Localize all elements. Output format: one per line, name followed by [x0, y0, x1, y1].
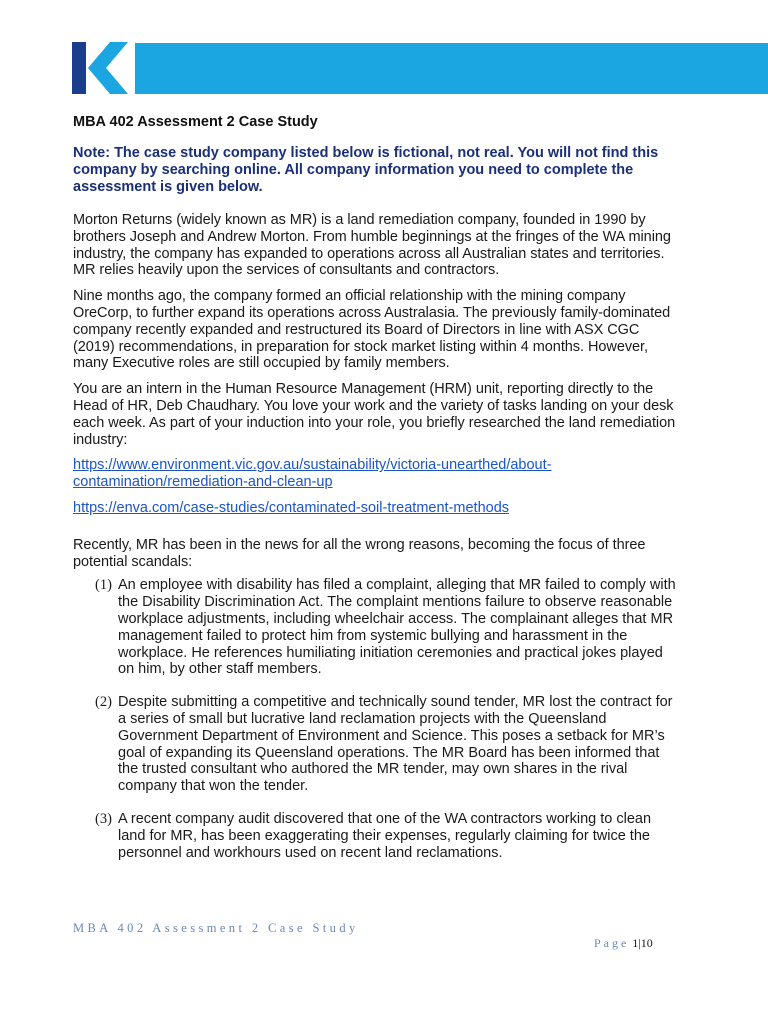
link-environment-vic[interactable]: https://www.environment.vic.gov.au/sustainability/victoria-unearthed/about-contamination/remediation-and-clean-up — [73, 457, 552, 491]
list-text: Despite submitting a competitive and technically sound tender, MR lost the contract for a series of small but lucrative land reclamation projects with the Queensland Government Department of Environment and Science. This poses a setback for MR’s goal of expanding its Queensland operations. The MR Board has been informed that the trusted consultant who authored the MR tender, may own shares in the rival company that won the tender. — [118, 694, 673, 795]
list-number: (2) — [95, 694, 112, 711]
page-current: 1 — [632, 936, 639, 950]
paragraph-orecorp: Nine months ago, the company formed an official relationship with the mining company OreCorp, to further expand its operations across Australasia. The previously family-dominated company recently expanded and restructured its Board of Directors in line with ASX CGC (2019) recommendations, in preparation for stock market listing within 4 months. However, many Executive roles are still occupied by family members. — [73, 288, 671, 372]
paragraph-scandals-intro: Recently, MR has been in the news for all the wrong reasons, becoming the focus of three potential scandals: — [73, 536, 646, 570]
document-body — [73, 114, 681, 877]
list-item — [73, 694, 681, 795]
fictional-note: Note: The case study company listed below is fictional, not real. You will not find this company by searching online. All company information you need to complete the assessment is given below. — [73, 145, 659, 195]
paragraph-company-intro: Morton Returns (widely known as MR) is a land remediation company, founded in 1990 by brothers Joseph and Andrew Morton. From humble beginnings at the fringes of the WA mining industry, the company has expanded to operations across all Australian states and territories. MR relies heavily upon the services of consultants and contractors. — [73, 212, 671, 279]
paragraph-intern-role: You are an intern in the Human Resource Management (HRM) unit, reporting directly to the Head of HR, Deb Chaudhary. You love your work and the variety of tasks landing on your desk each week. As part of your induction into your role, you briefly researched the land remediation industry: — [73, 381, 676, 448]
footer-document-title: MBA 402 Assessment 2 Case Study — [73, 921, 359, 935]
page-separator: | — [638, 936, 641, 950]
document-title: MBA 402 Assessment 2 Case Study — [73, 114, 318, 130]
list-number: (1) — [95, 577, 112, 594]
page-label: Page — [594, 936, 630, 950]
list-item — [73, 811, 681, 861]
list-item — [73, 577, 681, 678]
list-text: A recent company audit discovered that one of the WA contractors working to clean land for MR, has been exaggerating their expenses, regularly claiming for twice the personnel and workhours used on recent land reclamations. — [118, 810, 652, 861]
link-enva[interactable]: https://enva.com/case-studies/contaminated-soil-treatment-methods — [73, 499, 510, 516]
list-text: An employee with disability has filed a complaint, alleging that MR failed to comply with the Disability Discrimination Act. The complaint mentions failure to observe reasonable workplace adjustments, including wheelchair access. The complainant alleges that MR management failed to protect him from systemic bullying and harassment in the workplace. He references humiliating initiation ceremonies and practical jokes played on him, by other staff members. — [118, 577, 676, 678]
page-total: 10 — [640, 936, 653, 950]
scandal-list — [73, 577, 681, 861]
k-logo-icon — [72, 42, 128, 94]
list-number: (3) — [95, 810, 112, 827]
footer-page-number — [594, 936, 653, 951]
header-bar — [135, 43, 768, 94]
